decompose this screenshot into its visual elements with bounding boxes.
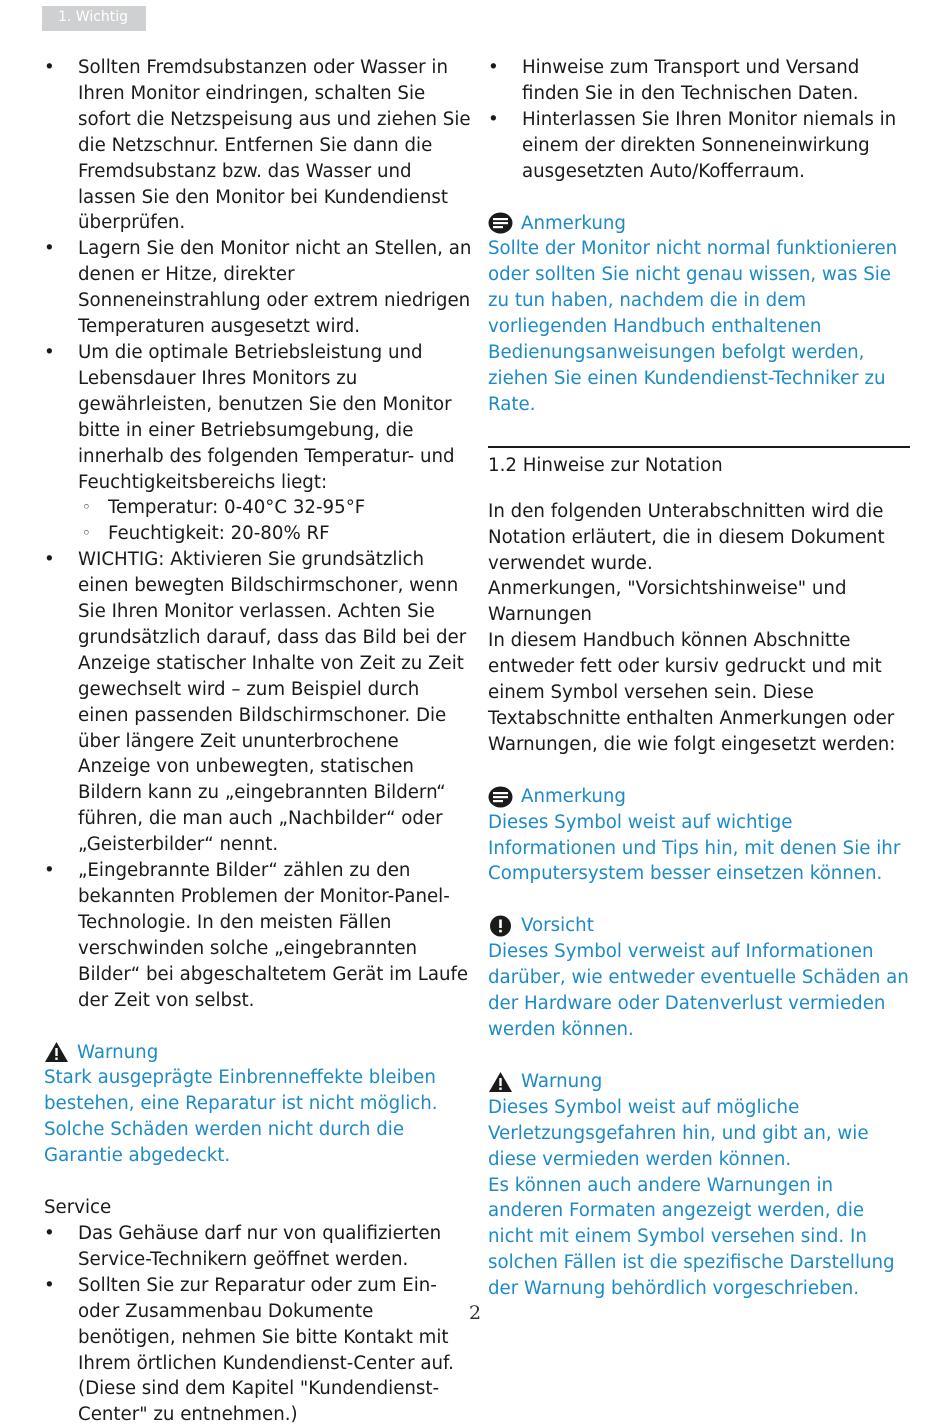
note-title-text: Anmerkung	[521, 212, 626, 234]
section-title: 1.2 Hinweise zur Notation	[488, 454, 723, 476]
list-item: • Sollten Sie zur Reparatur oder zum Ein- oder Zusammenbau Dokumente benötigen, nehmen Sie bitte Kontakt mit Ihrem örtlichen Kundendienst-Center auf. (Diese sind dem Kapitel "Kundendienst-Center" zu entnehmen.)	[44, 1273, 474, 1428]
note-icon	[488, 212, 513, 234]
note-body: Dieses Symbol weist auf wichtige Informationen und Tips hin, mit denen Sie ihr Computersystem besser einsetzen können.	[488, 811, 901, 885]
warning-callout-title	[488, 1069, 910, 1095]
warning-callout-title	[44, 1040, 474, 1066]
note-body: Sollte der Monitor nicht normal funktionieren oder sollten Sie nicht genau wissen, was Sie zu tun haben, nachdem die in dem vorliegenden Handbuch enthaltenen Bedienungsanweisungen befolgt werden, ziehen Sie einen Kundendienst-Techniker zu Rate.	[488, 238, 898, 415]
list-item: • „Eingebrannte Bilder“ zählen zu den bekannten Problemen der Monitor-Panel-Technologie. In den meisten Fällen verschwinden solche „eingebrannten Bilder“ bei abgeschaltetem Gerät im Laufe der Zeit von selbst.	[44, 858, 474, 1013]
list-item: • Sollten Fremdsubstanzen oder Wasser in Ihren Monitor eindringen, schalten Sie sofort die Netzspeisung aus und ziehen Sie die Netzschnur. Entfernen Sie dann die Fremdsubstanz bzw. das Wasser und lassen Sie den Monitor bei Kundendienst überprüfen.	[44, 55, 474, 236]
warning-callout	[44, 1040, 474, 1170]
list-item: • Lagern Sie den Monitor nicht an Stellen, an denen er Hitze, direkter Sonneneinstrahlung oder extrem niedrigen Temperaturen ausgesetzt wird.	[44, 236, 474, 340]
list-item: • Hinterlassen Sie Ihren Monitor niemals in einem der direkten Sonneneinwirkung ausgesetzten Auto/Kofferraum.	[488, 107, 910, 185]
caution-callout-title	[488, 913, 910, 939]
left-column	[44, 55, 474, 1428]
warning-title-text: Warnung	[521, 1070, 603, 1092]
warning-triangle-icon	[488, 1071, 513, 1093]
service-heading: Service	[44, 1197, 112, 1219]
note-callout-title	[488, 784, 910, 810]
note-callout-title	[488, 211, 910, 237]
page-number: 2	[468, 1302, 482, 1324]
note-callout	[488, 211, 910, 418]
list-item: • WICHTIG: Aktivieren Sie grundsätzlich einen bewegten Bildschirmschoner, wenn Sie Ihren Monitor verlassen. Achten Sie grundsätzlich darauf, dass das Bild bei der Anzeige statischer Inhalte von Zeit zu Zeit gewechselt wird – zum Beispiel durch einen passenden Bildschirmschoner. Die über längere Zeit ununterbrochene Anzeige von unbewegten, statischen Bildern kann zu „eingebrannten Bildern“ führen, die man auch „Nachbilder“ oder „Geisterbilder“ nennt.	[44, 547, 474, 858]
sub-list-item: ◦ Temperatur: 0-40°C 32-95°F	[78, 495, 474, 521]
note-callout	[488, 784, 910, 888]
chapter-tab: 1. Wichtig	[42, 6, 146, 31]
warning-body: Stark ausgeprägte Einbrenneffekte bleiben bestehen, eine Reparatur ist nicht möglich. Solche Schäden werden nicht durch die Garantie abgedeckt.	[44, 1067, 438, 1167]
warning-triangle-icon	[44, 1041, 69, 1063]
warning-body-additional: Es können auch andere Warnungen in anderen Formaten angezeigt werden, die nicht mit einem Symbol versehen sind. In solchen Fällen ist die spezifische Darstellung der Warnung behördlich vorgeschrieben.	[488, 1174, 895, 1300]
list-item	[44, 340, 474, 547]
warning-callout	[488, 1069, 910, 1302]
note-icon	[488, 786, 513, 808]
notation-description: In diesem Handbuch können Abschnitte entweder fett oder kursiv gedruckt und mit einem Symbol versehen sein. Diese Textabschnitte enthalten Anmerkungen oder Warnungen, die wie folgt eingesetzt werden:	[488, 630, 896, 755]
warning-body: Dieses Symbol weist auf mögliche Verletzungsgefahren hin, und gibt an, wie diese vermieden werden können.	[488, 1096, 869, 1170]
service-bullet-list	[44, 1221, 474, 1428]
safety-bullet-list	[44, 55, 474, 1014]
list-item-text: Um die optimale Betriebsleistung und Lebensdauer Ihres Monitors zu gewährleisten, benutzen Sie den Monitor bitte in einer Betriebsumgebung, die innerhalb des folgenden Temperatur- und Feuchtigkeitsbereichs liegt:	[78, 341, 455, 493]
caution-callout	[488, 913, 910, 1043]
sub-bullet-list	[78, 495, 474, 547]
notation-intro: In den folgenden Unterabschnitten wird die Notation erläutert, die in diesem Dokument verwendet wurde.	[488, 500, 885, 574]
warning-title-text: Warnung	[77, 1041, 159, 1063]
caution-exclamation-icon	[488, 915, 513, 937]
notation-subheading: Anmerkungen, "Vorsichtshinweise" und Warnungen	[488, 578, 847, 626]
list-item: • Das Gehäuse darf nur von qualifizierten Service-Technikern geöffnet werden.	[44, 1221, 474, 1273]
transport-bullet-list	[488, 55, 910, 185]
list-item: • Hinweise zum Transport und Versand finden Sie in den Technischen Daten.	[488, 55, 910, 107]
note-title-text: Anmerkung	[521, 785, 626, 807]
caution-title-text: Vorsicht	[521, 915, 594, 937]
caution-body: Dieses Symbol verweist auf Informationen darüber, wie entweder eventuelle Schäden an der Hardware oder Datenverlust vermieden werden können.	[488, 941, 909, 1040]
sub-list-item: ◦ Feuchtigkeit: 20-80% RF	[78, 521, 474, 547]
right-column	[488, 55, 910, 1302]
